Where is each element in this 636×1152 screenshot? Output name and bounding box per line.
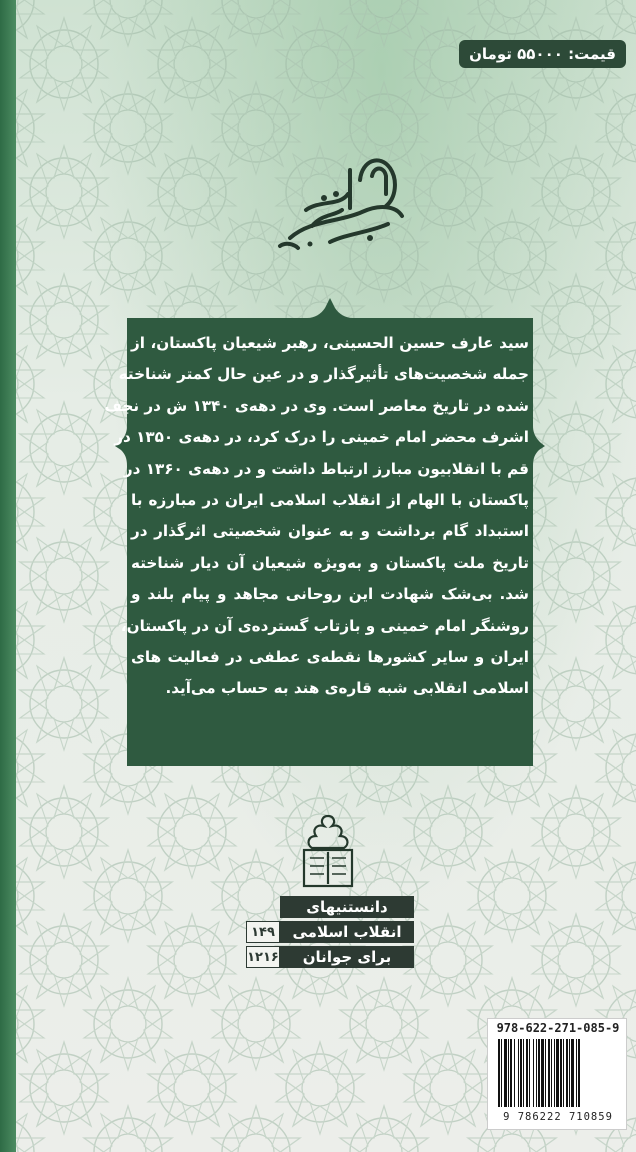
barcode-number: 9 786222 710859 bbox=[503, 1111, 613, 1123]
description-line: روشنگر امام خمینی و بازتاب گسترده‌ی آن در پاکستان، bbox=[120, 616, 529, 635]
description-line: شد. بی‌شک شهادت این روحانی مجاهد و پیام بلند و bbox=[131, 585, 529, 604]
description-line: سید عارف حسین الحسینی، رهبر شیعیان پاکستان، از bbox=[131, 334, 529, 352]
series-line-1: دانستنیهای bbox=[280, 896, 414, 918]
isbn-text: 978-622-271-085-9 bbox=[496, 1021, 620, 1035]
description-text bbox=[104, 328, 529, 705]
description-line: اسلامی انقلابی شبه قاره‌ی هند به حساب می‌آید. bbox=[165, 679, 529, 698]
barcode-box bbox=[487, 1018, 627, 1130]
description-line: تاریخ ملت پاکستان و به‌ویژه شیعیان آن دیار شناخته bbox=[131, 553, 529, 572]
series-row bbox=[246, 946, 414, 968]
description-line: ایران و سایر کشورها نقطه‌ی عطفی در فعالیت های bbox=[131, 648, 529, 667]
description-line: شده در تاریخ معاصر است. وی در دهه‌ی ۱۳۴۰ ش در نجف bbox=[104, 396, 529, 415]
price-label: قیمت: ۵۵۰۰۰ تومان bbox=[459, 40, 626, 68]
description-line: استبداد گام برداشت و به عنوان شخصیتی اثرگذار در bbox=[131, 522, 529, 541]
description-panel bbox=[104, 296, 545, 788]
series-row bbox=[246, 921, 414, 943]
spine-edge-strip bbox=[0, 0, 16, 1152]
description-line: قم با انقلابیون مبارز ارتباط داشت و در دهه‌ی ۱۳۶۰ در bbox=[123, 459, 529, 478]
publisher-calligraphy-logo-icon bbox=[250, 150, 430, 260]
description-line: جمله شخصیت‌های تأثیرگذار و در عین حال کمتر شناخته bbox=[118, 365, 529, 384]
series-line-2: انقلاب اسلامی bbox=[280, 921, 414, 943]
barcode-icon bbox=[496, 1039, 620, 1109]
series-line-3: برای جوانان bbox=[280, 946, 414, 968]
series-number-1: ۱۴۹ bbox=[246, 921, 280, 943]
description-line: پاکستان با الهام از انقلاب اسلامی ایران در مبارزه با bbox=[131, 491, 529, 510]
book-emblem-icon bbox=[296, 812, 360, 890]
series-number-2: ۱۲۱۶ bbox=[246, 946, 280, 968]
series-row bbox=[246, 896, 414, 918]
description-line: اشرف محضر امام خمینی را درک کرد، در دهه‌ی ۱۳۵۰ در bbox=[114, 428, 529, 447]
series-title-block bbox=[246, 896, 414, 971]
